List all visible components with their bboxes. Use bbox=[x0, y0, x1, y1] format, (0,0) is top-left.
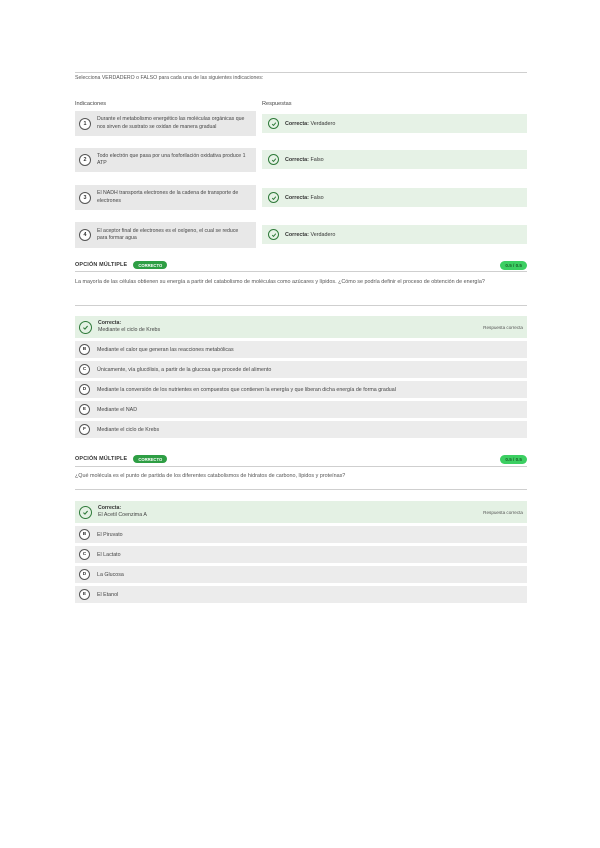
option-text: El Piruvato bbox=[97, 531, 123, 538]
question-header bbox=[75, 259, 527, 271]
question-text: ¿Qué molécula es el punto de partida de los diferentes catabolismos de hidratos de carbono, lípidos y proteínas? bbox=[75, 473, 346, 479]
check-circle-icon bbox=[268, 154, 279, 165]
indication-row-2 bbox=[75, 148, 256, 172]
option-letter: E bbox=[79, 404, 90, 415]
indication-row-1 bbox=[75, 111, 256, 136]
status-badge: CORRECTO bbox=[133, 455, 167, 463]
option-text: Mediante el ciclo de Krebs bbox=[97, 426, 160, 433]
option-letter: E bbox=[79, 589, 90, 600]
option-text: Mediante el ciclo de Krebs bbox=[98, 327, 161, 333]
option-letter: C bbox=[79, 549, 90, 560]
option-text: Mediante el NAD bbox=[97, 406, 138, 413]
option-text: El Etanol bbox=[97, 591, 119, 598]
correct-answer-tag: Respuesta correcta bbox=[483, 509, 523, 515]
top-divider bbox=[75, 72, 527, 73]
response-row-2 bbox=[262, 150, 527, 169]
option-letter: D bbox=[79, 569, 90, 580]
indication-text: Todo electrón que pasa por una fosforilación oxidativa produce 1 ATP bbox=[97, 152, 246, 166]
instructions-text: Selecciona VERDADERO o FALSO para cada una de las siguientes indicaciones: bbox=[75, 75, 264, 81]
response-prefix: Correcta: bbox=[285, 194, 309, 201]
response-prefix: Correcta: bbox=[285, 231, 309, 238]
option-b[interactable] bbox=[75, 341, 527, 358]
option-letter: B bbox=[79, 529, 90, 540]
indication-text: El aceptor final de electrones es el oxígeno, el cual se reduce para formar agua bbox=[97, 227, 239, 241]
check-circle-icon bbox=[268, 118, 279, 129]
response-prefix: Correcta: bbox=[285, 120, 309, 127]
option-text: Únicamente, vía glucólisis, a partir de la glucosa que procede del alimento bbox=[97, 366, 272, 373]
response-value: Verdadero bbox=[310, 120, 336, 127]
question-text: La mayoría de las células obtienen su energía a partir del catabolismo de moléculas como azúcares y lípidos. ¿Cómo se podría definir el proceso de obtención de energía? bbox=[75, 279, 485, 285]
indication-number: 1 bbox=[79, 118, 91, 130]
response-value: Falso bbox=[310, 194, 324, 201]
response-row-3 bbox=[262, 188, 527, 207]
question-divider bbox=[75, 489, 527, 490]
option-d[interactable] bbox=[75, 566, 527, 583]
option-letter: F bbox=[79, 424, 90, 435]
indication-row-3 bbox=[75, 185, 256, 210]
option-c[interactable] bbox=[75, 361, 527, 378]
option-text: Mediante el calor que generan las reacciones metabólicas bbox=[97, 346, 234, 353]
response-value: Falso bbox=[310, 156, 324, 163]
option-e[interactable] bbox=[75, 401, 527, 418]
check-circle-icon bbox=[79, 321, 92, 334]
indication-text: Durante el metabolismo energético las moléculas orgánicas que nos sirven de sustrato se oxidan de manera gradual bbox=[97, 116, 245, 130]
option-text: El Acetil Coenzima A bbox=[98, 512, 147, 518]
option-text: El Lactato bbox=[97, 551, 121, 558]
option-letter: B bbox=[79, 344, 90, 355]
response-value: Verdadero bbox=[310, 231, 336, 238]
question-divider bbox=[75, 305, 527, 306]
question-header bbox=[75, 453, 527, 465]
question-divider bbox=[75, 271, 527, 272]
question-divider bbox=[75, 466, 527, 467]
option-text: Mediante la conversión de los nutrientes en compuestos que contienen la energía y que liberan dicha energía de forma gradual bbox=[97, 386, 396, 393]
indication-number: 3 bbox=[79, 192, 91, 204]
check-circle-icon bbox=[268, 229, 279, 240]
option-letter: C bbox=[79, 364, 90, 375]
option-letter: D bbox=[79, 384, 90, 395]
status-badge: CORRECTO bbox=[133, 261, 167, 269]
option-correct[interactable] bbox=[75, 316, 527, 338]
column-header-respuestas: Respuestas bbox=[262, 101, 292, 107]
question-type: OPCIÓN MÚLTIPLE bbox=[75, 262, 128, 268]
response-row-1 bbox=[262, 114, 527, 133]
correct-label: Correcta: bbox=[98, 320, 122, 326]
score-badge: 0.5 / 0.5 bbox=[500, 261, 527, 270]
option-f[interactable] bbox=[75, 421, 527, 438]
option-d[interactable] bbox=[75, 381, 527, 398]
indication-row-4 bbox=[75, 222, 256, 248]
score-badge: 0.5 / 0.5 bbox=[500, 455, 527, 464]
column-header-indicaciones: Indicaciones bbox=[75, 101, 107, 107]
option-correct[interactable] bbox=[75, 501, 527, 523]
response-row-4 bbox=[262, 225, 527, 244]
correct-label: Correcta: bbox=[98, 505, 122, 511]
indication-number: 2 bbox=[79, 154, 91, 166]
option-e[interactable] bbox=[75, 586, 527, 603]
option-text: La Glucosa bbox=[97, 571, 124, 578]
indication-number: 4 bbox=[79, 229, 91, 241]
correct-answer-tag: Respuesta correcta bbox=[483, 324, 523, 330]
option-c[interactable] bbox=[75, 546, 527, 563]
indication-text: El NADH transporta electrones de la cadena de transporte de electrones bbox=[97, 190, 239, 204]
check-circle-icon bbox=[268, 192, 279, 203]
response-prefix: Correcta: bbox=[285, 156, 309, 163]
question-type: OPCIÓN MÚLTIPLE bbox=[75, 456, 128, 462]
option-b[interactable] bbox=[75, 526, 527, 543]
check-circle-icon bbox=[79, 506, 92, 519]
